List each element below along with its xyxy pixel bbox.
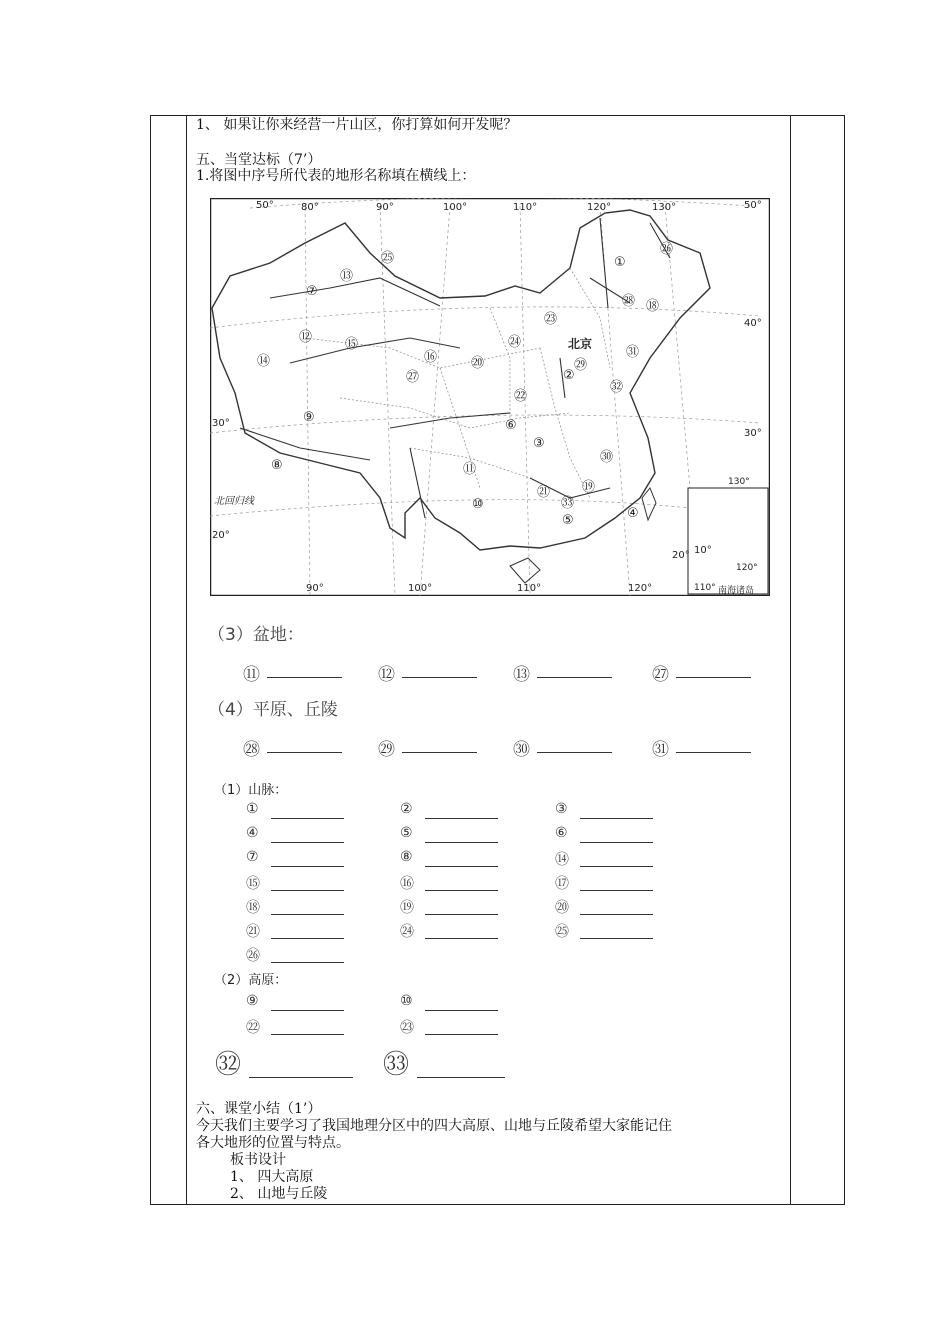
map-lon-label: 90° xyxy=(306,583,324,594)
plateau-blank[interactable]: ⑩ xyxy=(400,993,500,1013)
map-marker: ㉜ xyxy=(610,380,624,395)
plateau-title: （2）高原： xyxy=(214,973,288,988)
plain-blank[interactable]: ㉘ xyxy=(243,735,343,755)
map-marker: ① xyxy=(614,255,626,270)
map-marker: ⑧ xyxy=(271,458,283,473)
map-lon-label: 110° xyxy=(513,202,538,213)
map-marker: ㉑ xyxy=(537,485,551,500)
map-marker: ⑬ xyxy=(340,269,354,284)
map-marker: ㉝ xyxy=(561,496,575,511)
summary-line-1: 今天我们主要学习了我国地理分区中的四大高原、山地与丘陵希望大家能记住 xyxy=(196,1118,672,1134)
mountain-blank[interactable]: ⑥ xyxy=(555,825,655,845)
map-marker: ㉓ xyxy=(544,312,558,327)
basin-blank[interactable]: ⑬ xyxy=(513,660,613,680)
map-lat-label: 20° xyxy=(672,550,690,561)
board-item-1: 1、 四大高原 xyxy=(230,1169,314,1185)
map-marker: ㉙ xyxy=(574,358,588,373)
left-column-border xyxy=(186,116,187,1204)
plateau-blank[interactable]: ㉒ xyxy=(246,1017,346,1037)
summary-line-2: 各大地形的位置与特点。 xyxy=(196,1135,350,1151)
map-marker: ㉘ xyxy=(622,294,636,309)
map-marker: ㉒ xyxy=(514,389,528,404)
plateau-blank[interactable]: ㉓ xyxy=(400,1017,500,1037)
map-marker: ⑲ xyxy=(582,480,596,495)
map-lat-label: 30° xyxy=(744,428,762,439)
mountain-blank[interactable]: ㉑ xyxy=(246,921,346,941)
inset-lon: 110° xyxy=(694,583,716,593)
mountain-blank[interactable]: ⑰ xyxy=(555,873,655,893)
plateau-blank[interactable]: ⑨ xyxy=(246,993,346,1013)
map-marker: ⑪ xyxy=(463,462,477,477)
map-lon-label: 120° xyxy=(628,583,653,594)
map-marker: ② xyxy=(563,368,575,383)
map-marker: ⑮ xyxy=(345,337,359,352)
map-marker: ⑳ xyxy=(471,356,485,371)
map-marker: ⑤ xyxy=(562,513,574,528)
mountain-blank[interactable]: ⑦ xyxy=(246,849,346,869)
inset-lon: 130° xyxy=(728,477,750,487)
map-marker: ④ xyxy=(627,506,639,521)
map-marker: ㉗ xyxy=(406,370,420,385)
extra-blank[interactable]: ㉜ xyxy=(215,1044,355,1080)
mountain-blank[interactable]: ⑳ xyxy=(555,897,655,917)
map-marker: ⑫ xyxy=(299,330,313,345)
map-marker: ⑯ xyxy=(424,350,438,365)
map-marker: ⑱ xyxy=(646,299,660,314)
map-marker: ⑩ xyxy=(472,497,484,512)
map-lon-label: 90° xyxy=(376,202,394,213)
map-lon-label: 130° xyxy=(652,202,677,213)
section-5-title: 五、当堂达标（7’） xyxy=(196,152,322,168)
right-column-border xyxy=(790,116,791,1204)
plain-blank[interactable]: ㉙ xyxy=(378,735,478,755)
map-lat-label: 50° xyxy=(744,200,762,211)
section-6-title: 六、课堂小结（1’） xyxy=(196,1101,322,1117)
mountain-blank[interactable]: ② xyxy=(400,801,500,821)
mountain-blank[interactable]: ④ xyxy=(246,825,346,845)
map-lon-label: 100° xyxy=(443,202,468,213)
map-lat-label: 50° xyxy=(256,200,274,211)
board-title: 板书设计 xyxy=(230,1152,286,1168)
plain-title: （4）平原、丘陵 xyxy=(208,700,338,720)
mountain-title: （1）山脉： xyxy=(214,783,288,798)
beijing-label: 北京 xyxy=(568,337,593,351)
map-marker: ㉕ xyxy=(381,251,395,266)
mountain-blank[interactable]: ① xyxy=(246,801,346,821)
mountain-blank[interactable]: ③ xyxy=(555,801,655,821)
mountain-blank[interactable]: ⑭ xyxy=(555,849,655,869)
map-marker: ⑥ xyxy=(505,418,517,433)
map-marker: ⑦ xyxy=(306,284,318,299)
mountain-blank[interactable]: ⑱ xyxy=(246,897,346,917)
mountain-blank[interactable]: ㉖ xyxy=(246,945,346,965)
inset-lon: 120° xyxy=(736,563,758,573)
map-marker: ③ xyxy=(533,436,545,451)
map-marker: ⑭ xyxy=(257,354,271,369)
basin-blank[interactable]: ⑫ xyxy=(378,660,478,680)
map-lat-label: 30° xyxy=(212,418,230,429)
map-lat-label: 10° xyxy=(694,545,712,556)
mountain-blank[interactable]: ⑮ xyxy=(246,873,346,893)
basin-blank[interactable]: ⑪ xyxy=(243,660,343,680)
plain-blank[interactable]: ㉚ xyxy=(513,735,613,755)
board-item-2: 2、 山地与丘陵 xyxy=(230,1186,328,1202)
map-lon-label: 100° xyxy=(408,583,433,594)
map-lat-label: 40° xyxy=(744,318,762,329)
tropic-label: 北回归线 xyxy=(214,496,254,507)
mountain-blank[interactable]: ⑧ xyxy=(400,849,500,869)
map-marker: ⑨ xyxy=(303,410,315,425)
map-lat-label: 20° xyxy=(212,530,230,541)
mountain-blank[interactable]: ㉕ xyxy=(555,921,655,941)
basin-title: （3）盆地： xyxy=(208,625,304,645)
basin-blank[interactable]: ㉗ xyxy=(652,660,752,680)
extra-blank[interactable]: ㉝ xyxy=(383,1044,508,1080)
map-lon-label: 120° xyxy=(587,202,612,213)
question-1: 1、 如果让你来经营一片山区，你打算如何开发呢？ xyxy=(196,117,518,133)
mountain-blank[interactable]: ⑤ xyxy=(400,825,500,845)
mountain-blank[interactable]: ⑲ xyxy=(400,897,500,917)
china-terrain-map xyxy=(210,198,770,596)
map-lon-label: 80° xyxy=(301,202,319,213)
map-marker: ㉔ xyxy=(508,335,522,350)
mountain-blank[interactable]: ㉔ xyxy=(400,921,500,941)
mountain-blank[interactable]: ⑯ xyxy=(400,873,500,893)
map-lon-label: 110° xyxy=(517,583,542,594)
map-marker: ㉖ xyxy=(660,242,674,257)
inset-title: 南海诸岛 xyxy=(718,586,755,596)
plain-blank[interactable]: ㉛ xyxy=(652,735,752,755)
map-marker: ㉚ xyxy=(600,450,614,465)
section-5-instruction: 1.将图中序号所代表的地形名称填在横线上： xyxy=(196,168,476,184)
map-marker: ㉛ xyxy=(626,345,640,360)
